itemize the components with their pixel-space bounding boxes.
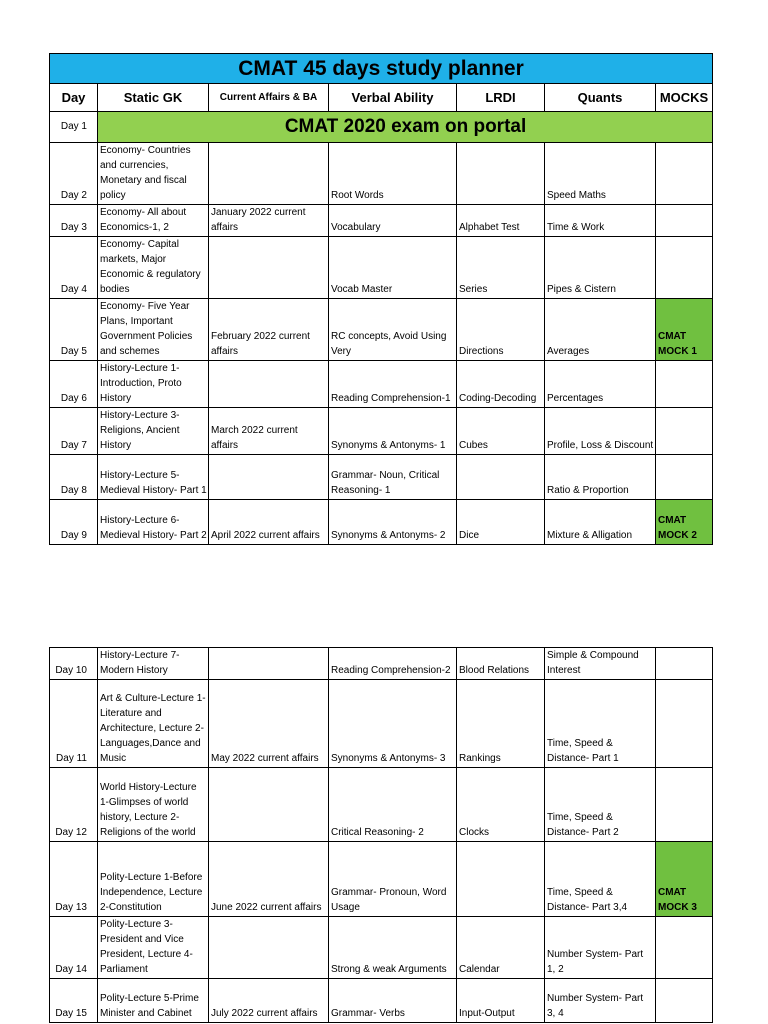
quants-cell: Simple & Compound Interest [545,648,656,680]
day-cell: Day 11 [50,680,98,768]
day-cell: Day 10 [50,648,98,680]
verbal-ability-cell: Grammar- Pronoun, Word Usage [329,842,457,917]
static-gk-cell: Economy- Countries and currencies, Monetary and fiscal policy [98,143,209,205]
planner-table-page-1 [49,53,713,545]
lrdi-cell: Dice [457,500,545,545]
header-lrdi: LRDI [457,84,545,112]
current-affairs-cell: May 2022 current affairs [209,680,329,768]
table-row [50,680,713,768]
current-affairs-cell [209,768,329,842]
current-affairs-cell [209,917,329,979]
table-row [50,408,713,455]
static-gk-cell: Economy- Five Year Plans, Important Government Policies and schemes [98,299,209,361]
mock-cell [656,979,713,1023]
table-row [50,205,713,237]
current-affairs-cell: February 2022 current affairs [209,299,329,361]
quants-cell: Time, Speed & Distance- Part 2 [545,768,656,842]
verbal-ability-cell: Vocab Master [329,237,457,299]
lrdi-cell: Series [457,237,545,299]
lrdi-cell: Coding-Decoding [457,361,545,408]
static-gk-cell: Economy- Capital markets, Major Economic & regulatory bodies [98,237,209,299]
lrdi-cell: Rankings [457,680,545,768]
quants-cell: Time, Speed & Distance- Part 1 [545,680,656,768]
table-row [50,842,713,917]
day-cell: Day 6 [50,361,98,408]
day-cell: Day 3 [50,205,98,237]
day-cell: Day 13 [50,842,98,917]
mock-cell [656,143,713,205]
table-row [50,237,713,299]
lrdi-cell: Cubes [457,408,545,455]
lrdi-cell: Clocks [457,768,545,842]
verbal-ability-cell: Strong & weak Arguments [329,917,457,979]
lrdi-cell [457,842,545,917]
current-affairs-cell [209,237,329,299]
mock-cell [656,455,713,500]
static-gk-cell: History-Lecture 1-Introduction, Proto History [98,361,209,408]
exam-banner: CMAT 2020 exam on portal [98,112,713,143]
quants-cell: Percentages [545,361,656,408]
verbal-ability-cell: Root Words [329,143,457,205]
quants-cell: Number System- Part 1, 2 [545,917,656,979]
header-mocks: MOCKS [656,84,713,112]
mock-cell [656,237,713,299]
lrdi-cell: Blood Relations [457,648,545,680]
mock-cell [656,648,713,680]
header-verbal-ability: Verbal Ability [329,84,457,112]
quants-cell: Averages [545,299,656,361]
table-row [50,648,713,680]
verbal-ability-cell: Grammar- Verbs [329,979,457,1023]
table-row [50,455,713,500]
static-gk-cell: Art & Culture-Lecture 1-Literature and Architecture, Lecture 2-Languages,Dance and Music [98,680,209,768]
day-cell: Day 15 [50,979,98,1023]
static-gk-cell: Polity-Lecture 5-Prime Minister and Cabinet [98,979,209,1023]
static-gk-cell: Polity-Lecture 3-President and Vice President, Lecture 4-Parliament [98,917,209,979]
current-affairs-cell [209,143,329,205]
verbal-ability-cell: Synonyms & Antonyms- 2 [329,500,457,545]
header-current-affairs: Current Affairs & BA [209,84,329,112]
current-affairs-cell: July 2022 current affairs [209,979,329,1023]
current-affairs-cell [209,455,329,500]
current-affairs-cell [209,648,329,680]
table-row [50,768,713,842]
quants-cell: Pipes & Cistern [545,237,656,299]
day-cell: Day 9 [50,500,98,545]
mock-test-badge: CMAT MOCK 1 [656,299,713,361]
current-affairs-cell: January 2022 current affairs [209,205,329,237]
mock-cell [656,917,713,979]
table-row [50,917,713,979]
quants-cell: Time, Speed & Distance- Part 3,4 [545,842,656,917]
header-static-gk: Static GK [98,84,209,112]
table-row [50,979,713,1023]
lrdi-cell [457,455,545,500]
day-cell: Day 7 [50,408,98,455]
mock-cell [656,680,713,768]
lrdi-cell: Input-Output [457,979,545,1023]
mock-test-badge: CMAT MOCK 2 [656,500,713,545]
current-affairs-cell: April 2022 current affairs [209,500,329,545]
quants-cell: Profile, Loss & Discount [545,408,656,455]
static-gk-cell: History-Lecture 3-Religions, Ancient History [98,408,209,455]
day-cell: Day 2 [50,143,98,205]
table-row [50,361,713,408]
mock-test-badge: CMAT MOCK 3 [656,842,713,917]
verbal-ability-cell: Synonyms & Antonyms- 1 [329,408,457,455]
header-day: Day [50,84,98,112]
lrdi-cell [457,143,545,205]
verbal-ability-cell: Critical Reasoning- 2 [329,768,457,842]
verbal-ability-cell: Grammar- Noun, Critical Reasoning- 1 [329,455,457,500]
static-gk-cell: History-Lecture 6-Medieval History- Part 2 [98,500,209,545]
verbal-ability-cell: Reading Comprehension-2 [329,648,457,680]
static-gk-cell: Polity-Lecture 1-Before Independence, Lecture 2-Constitution [98,842,209,917]
day-cell: Day 12 [50,768,98,842]
mock-cell [656,205,713,237]
current-affairs-cell: March 2022 current affairs [209,408,329,455]
day-cell: Day 1 [50,112,98,143]
quants-cell: Time & Work [545,205,656,237]
header-quants: Quants [545,84,656,112]
mock-cell [656,408,713,455]
planner-title: CMAT 45 days study planner [50,54,713,84]
verbal-ability-cell: RC concepts, Avoid Using Very [329,299,457,361]
table-row [50,299,713,361]
day-cell: Day 4 [50,237,98,299]
current-affairs-cell [209,361,329,408]
lrdi-cell: Calendar [457,917,545,979]
mock-cell [656,361,713,408]
static-gk-cell: World History-Lecture 1-Glimpses of world history, Lecture 2-Religions of the world [98,768,209,842]
day-cell: Day 5 [50,299,98,361]
day-cell: Day 8 [50,455,98,500]
planner-table-page-2 [49,647,713,1023]
verbal-ability-cell: Vocabulary [329,205,457,237]
static-gk-cell: Economy- All about Economics-1, 2 [98,205,209,237]
static-gk-cell: History-Lecture 5-Medieval History- Part 1 [98,455,209,500]
table-row [50,143,713,205]
quants-cell: Mixture & Alligation [545,500,656,545]
table-body-days-10-15 [50,648,713,1023]
table-row [50,500,713,545]
verbal-ability-cell: Reading Comprehension-1 [329,361,457,408]
mock-cell [656,768,713,842]
current-affairs-cell: June 2022 current affairs [209,842,329,917]
table-body-days-2-9 [50,143,713,545]
lrdi-cell: Alphabet Test [457,205,545,237]
quants-cell: Number System- Part 3, 4 [545,979,656,1023]
quants-cell: Ratio & Proportion [545,455,656,500]
static-gk-cell: History-Lecture 7-Modern History [98,648,209,680]
lrdi-cell: Directions [457,299,545,361]
verbal-ability-cell: Synonyms & Antonyms- 3 [329,680,457,768]
day-cell: Day 14 [50,917,98,979]
quants-cell: Speed Maths [545,143,656,205]
